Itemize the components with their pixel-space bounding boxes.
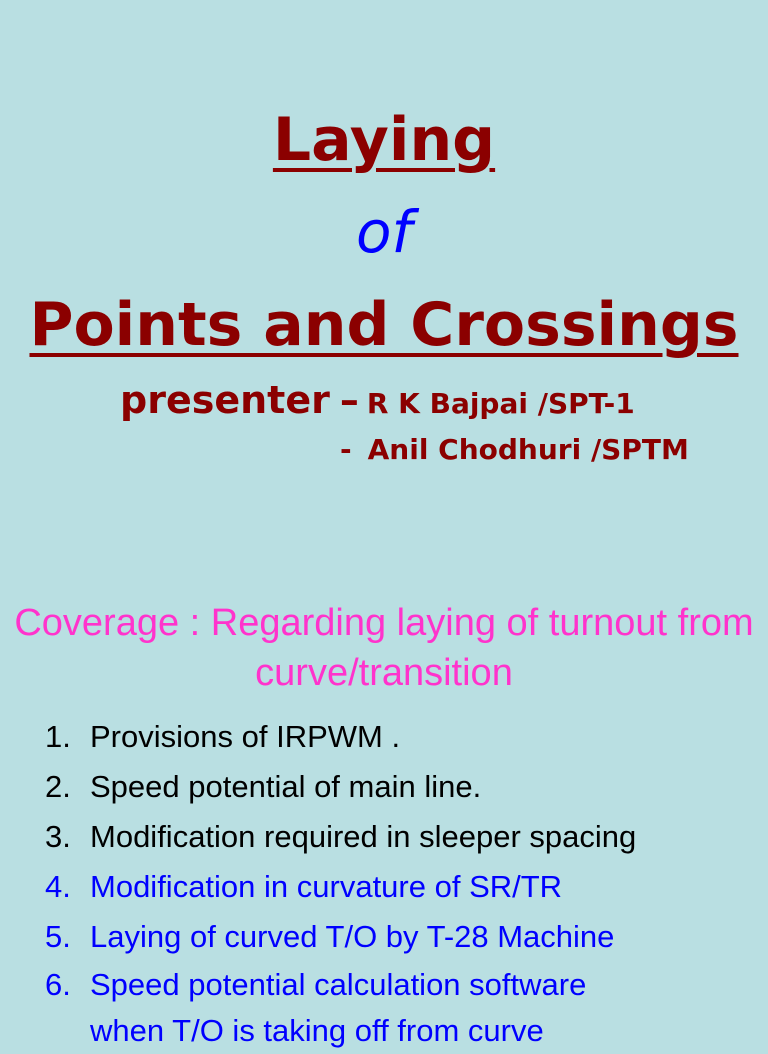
topic-text: Speed potential of main line. [90, 769, 482, 804]
topic-item [0, 762, 768, 812]
topic-item [0, 812, 768, 862]
presenter-label: presenter [120, 378, 330, 422]
presenter-separator: – [339, 378, 359, 422]
topic-item [0, 712, 768, 762]
topic-text: Modification in curvature of SR/TR [90, 869, 563, 904]
topic-item [0, 962, 650, 1054]
presenter-name-1: R K Bajpai /SPT-1 [366, 387, 635, 420]
presenter-row-2 [340, 433, 689, 466]
title-line-of: of [356, 198, 412, 266]
topics-list [0, 712, 768, 1054]
topic-number: 1. [45, 719, 71, 754]
topic-number: 4. [45, 869, 71, 904]
topic-number: 6. [45, 967, 71, 1002]
coverage-heading: Coverage : Regarding laying of turnout from curve/transition [14, 602, 754, 694]
presenter-row-1 [120, 378, 635, 422]
topic-item [0, 862, 768, 912]
topic-text: Speed potential calculation software when T/O is taking off from curve [90, 967, 587, 1048]
title-line-laying: Laying [272, 105, 496, 175]
topic-text: Provisions of IRPWM . [90, 719, 401, 754]
topic-text: Laying of curved T/O by T-28 Machine [90, 919, 615, 954]
topic-text: Modification required in sleeper spacing [90, 819, 637, 854]
topic-number: 3. [45, 819, 71, 854]
title-line-points-and-crossings: Points and Crossings [29, 290, 739, 360]
presenter-dash: - [340, 433, 352, 466]
topic-number: 2. [45, 769, 71, 804]
topic-number: 5. [45, 919, 71, 954]
presenter-name-2: Anil Chodhuri /SPTM [367, 433, 689, 466]
topic-item [0, 912, 768, 962]
